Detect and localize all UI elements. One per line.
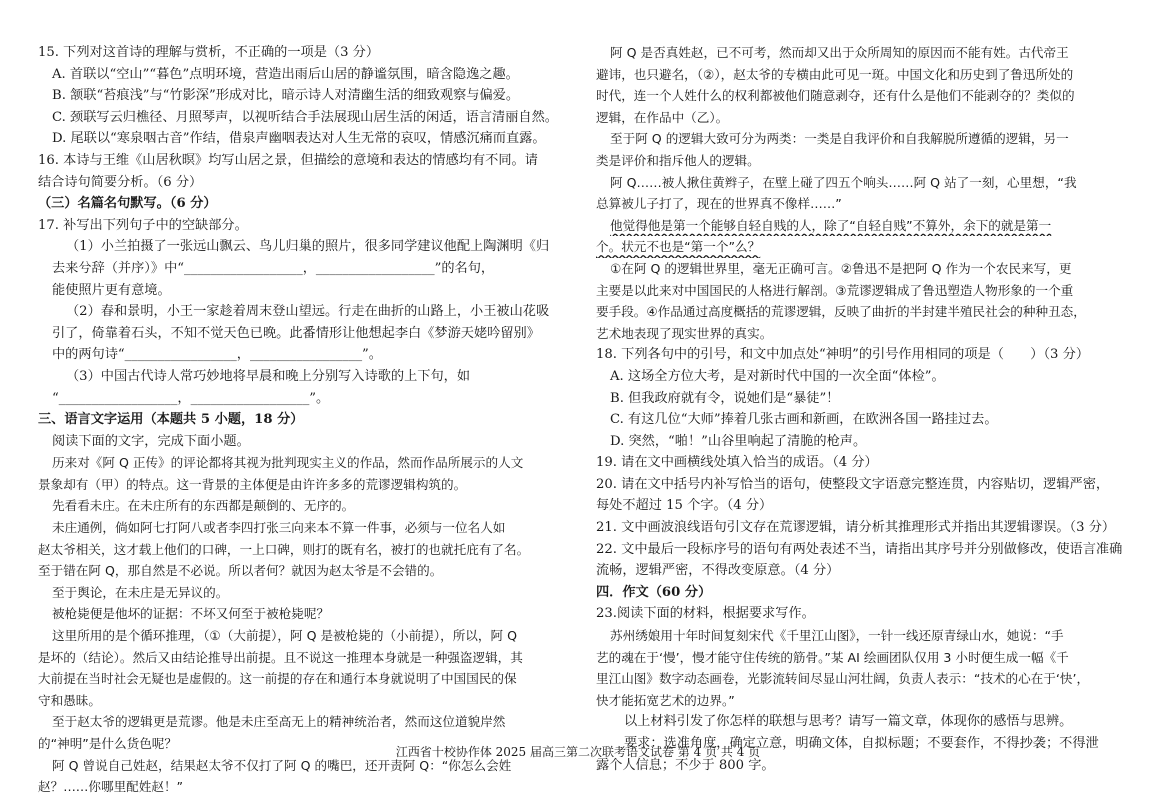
right-text-line: 阿 Q 是否真姓赵，已不可考，然而却又出于众所周知的原因而不能有姓。古代帝王 — [610, 45, 1069, 60]
left-text-line: 去来兮辞（并序）》中“__________________，__________________”的名句， — [52, 260, 495, 276]
right-text-line: C. 有这几位“大师”捧着几张古画和新画，在欧洲各国一路挂过去。 — [610, 412, 998, 428]
left-text-line: （3）中国古代诗人常巧妙地将早晨和晚上分别写入诗歌的上下句，如 — [66, 368, 471, 384]
left-text-line: 这里所用的是个循环推理，（①（大前提），阿 Q 是被枪毙的（小前提），所以，阿 Q — [52, 628, 518, 644]
page-footer: 江西省十校协作体 2025 届高三第二次联考语文试卷 第 4 页 共 4 页 — [395, 745, 761, 759]
right-text-line: 流畅，逻辑严密，不得改变原意。（4 分） — [596, 563, 840, 579]
left-text-line: 至于错在阿 Q，那自然是不必说。所以者何？就因为赵太爷是不会错的。 — [38, 563, 443, 579]
right-text-line: 20. 请在文中括号内补写恰当的语句，使整段文字语意完整连贯，内容贴切，逻辑严密， — [596, 476, 1110, 492]
left-text-line: （三）名篇名句默写。（6 分） — [38, 196, 217, 212]
right-text-line: 时代，连一个人姓什么的权利都被他们随意剥夺，还有什么是他们不能剥夺的？类似的 — [596, 88, 1075, 104]
right-text-line: 个。状元不也是“第一个”么？ — [596, 239, 761, 255]
left-text-line: B. 颔联“苔痕浅”与“竹影深”形成对比，暗示诗人对清幽生活的细致观察与偏爱。 — [52, 88, 520, 104]
left-text-line: 赵太爷相关，这才载上他们的口碑，一上口碑，则打的既有名，被打的也就托庇有了名。 — [38, 541, 530, 557]
right-text-line: 露个人信息；不少于 800 字。 — [596, 757, 775, 773]
right-text-line: 阿 Q……被人揪住黄辫子，在壁上碰了四五个响头……阿 Q 站了一刻，心里想，“我 — [610, 174, 1077, 190]
left-text-line: 先看看未庄。在未庄所有的东西都是颠倒的、无序的。 — [52, 498, 355, 514]
right-text-line: 逻辑，在作品中（乙）。 — [596, 109, 729, 125]
left-text-line: 能使照片更有意境。 — [52, 282, 171, 298]
left-text-line: 阿 Q 曾说自己姓赵，结果赵太爷不仅打了阿 Q 的嘴巴，还开责阿 Q：“你怎么会姓 — [52, 757, 512, 773]
left-text-line: 至于赵太爷的逻辑更是荒谬。他是未庄至高无上的精神统治者，然而这位道貌岸然 — [52, 714, 506, 730]
left-text-line: （1）小兰拍摄了一张远山飘云、鸟儿归巢的照片，很多同学建议他配上陶渊明《归 — [66, 239, 550, 255]
right-text-line: 至于阿 Q 的逻辑大致可分为两类：一类是自我评价和自我解脱所遵循的逻辑，另一 — [610, 131, 1069, 147]
right-text-line: 艺术地表现了现实世界的真实。 — [596, 325, 773, 341]
left-text-line: 赵？……你哪里配姓赵！” — [38, 779, 184, 795]
left-text-line: （2）春和景明，小王一家趁着周末登山望远。行走在曲折的山路上，小王被山花吸 — [66, 304, 550, 320]
left-text-line: C. 颈联写云归樵径、月照琴声，以视听结合手法展现山居生活的闲适，语言清丽自然。 — [52, 109, 558, 125]
right-text-line: 里江山图》数字动态画卷，光影流转间尽显山河壮阔，负责人表示：“技术的心在于‘快’， — [596, 671, 1090, 687]
right-text-line: 总算被儿子打了，现在的世界真不像样……” — [596, 196, 842, 212]
right-text-line: 以上材料引发了你怎样的联想与思考？请写一篇文章，体现你的感悟与思辨。 — [624, 714, 1073, 730]
left-text-line: 16. 本诗与王维《山居秋暝》均写山居之景，但描绘的意境和表达的情感均有不同。请 — [38, 152, 538, 168]
left-column — [38, 42, 568, 798]
left-text-line: 历来对《阿 Q 正传》的评论都将其视为批判现实主义的作品，然而作品所展示的人文 — [52, 455, 524, 471]
left-text-line: 中的两句诗“_________________，_________________”。 — [52, 347, 382, 363]
left-text-line: 三、语言文字运用（本题共 5 小题，18 分） — [38, 412, 304, 428]
right-text-line: 要求：选准角度，确定立意，明确文体，自拟标题；不要套作，不得抄袭；不得泄 — [624, 736, 1099, 751]
right-text-line: A. 这场全方位大考，是对新时代中国的一次全面“体检”。 — [610, 368, 945, 384]
right-text-line: 22. 文中最后一段标序号的语句有两处表述不当，请指出其序号并分别做修改，使语言准确 — [596, 541, 1122, 557]
right-text-line: ①在阿 Q 的逻辑世界里，毫无正确可言。②鲁迅不是把阿 Q 作为一个农民来写，更 — [610, 260, 1072, 276]
right-text-line: 21. 文中画波浪线语句引文存在荒谬逻辑，请分析其推理形式并指出其逻辑谬误。（3 分） — [596, 520, 1116, 536]
right-text-line: 要手段。④作品通过高度概括的荒谬逻辑，反映了曲折的半封建半殖民社会的种种丑态， — [596, 304, 1086, 320]
right-text-line: 苏州绣娘用十年时间复刻宋代《千里江山图》，一针一线还原青绿山水，她说：“手 — [610, 628, 1064, 644]
left-text-line: 引了，倚靠着石头，不知不觉天色已晚。此番情形让他想起李白《梦游天姥吟留别》 — [52, 325, 540, 341]
left-text-line: 结合诗句简要分析。（6 分） — [38, 174, 203, 190]
left-text-line: 未庄通例，倘如阿七打阿八或者李四打张三向来本不算一件事，必须与一位名人如 — [52, 520, 506, 536]
left-text-line: 17. 补写出下列句子中的空缺部分。 — [38, 217, 248, 233]
right-text-line: 快才能拓宽艺术的边界。” — [596, 692, 735, 708]
right-text-line: D. 突然，“啪！”山谷里响起了清脆的枪声。 — [610, 433, 867, 449]
left-text-line: 景象却有（甲）的特点。这一背景的主体便是由许许多多的荒谬逻辑构筑的。 — [38, 476, 467, 492]
left-text-line: 的“神明”是什么货色呢？ — [38, 736, 177, 751]
right-text-line: B. 但我政府就有令，说她们是“暴徒”！ — [610, 390, 840, 406]
right-text-line: 四．作文（60 分） — [596, 584, 712, 600]
left-text-line: D. 尾联以“寒泉咽古音”作结，借泉声幽咽表达对人生无常的哀叹，情感沉痛而直露。 — [52, 131, 546, 147]
right-text-line: 避讳，也只避名，（②），赵太爷的专横由此可见一斑。中国文化和历史到了鲁迅所处的 — [596, 66, 1074, 82]
left-text-line: 是坏的（结论）。然后又由结论推导出前提。且不说这一推理本身就是一种强盗逻辑，其 — [38, 649, 523, 665]
right-text-line: 他觉得他是第一个能够自轻自贱的人，除了“自轻自贱”不算外，余下的就是第一 — [610, 217, 1052, 233]
left-text-line: 阅读下面的文字，完成下面小题。 — [52, 433, 250, 449]
right-text-line: 19. 请在文中画横线处填入恰当的成语。（4 分） — [596, 455, 878, 471]
right-text-line: 18. 下列各句中的引号，和文中加点处“神明”的引号作用相同的项是（ ）（3 分） — [596, 347, 1090, 363]
right-text-line: 艺的魂在于‘慢’，慢才能守住传统的筋骨。”某 AI 绘画团队仅用 3 小时便生成一幅《千 — [596, 649, 1069, 665]
right-column — [596, 42, 1122, 776]
left-text-line: 至于舆论，在未庄是无异议的。 — [52, 584, 229, 600]
right-text-line: 每处不超过 15 个字。（4 分） — [596, 498, 773, 514]
left-text-line: 守和愚昧。 — [38, 692, 101, 708]
right-text-line: 主要是以此来对中国国民的人格进行解剖。③荒谬逻辑成了鲁迅塑造人物形象的一个重 — [596, 282, 1074, 298]
right-text-line: 23.阅读下面的材料，根据要求写作。 — [596, 606, 815, 622]
left-text-line: 被枪毙便是他坏的证据：不坏又何至于被枪毙呢？ — [52, 606, 330, 622]
left-text-line: “__________________，__________________”。 — [52, 390, 330, 406]
left-text-line: 15. 下列对这首诗的理解与赏析，不正确的一项是（3 分） — [38, 45, 380, 60]
left-text-line: A. 首联以“空山”“暮色”点明环境，营造出雨后山居的静谧氛围，暗含隐逸之趣。 — [52, 66, 519, 82]
right-text-line: 类是评价和指斥他人的逻辑。 — [596, 152, 760, 168]
left-text-line: 大前提在当时社会无疑也是虚假的。这一前提的存在和通行本身就说明了中国国民的保 — [38, 671, 517, 687]
